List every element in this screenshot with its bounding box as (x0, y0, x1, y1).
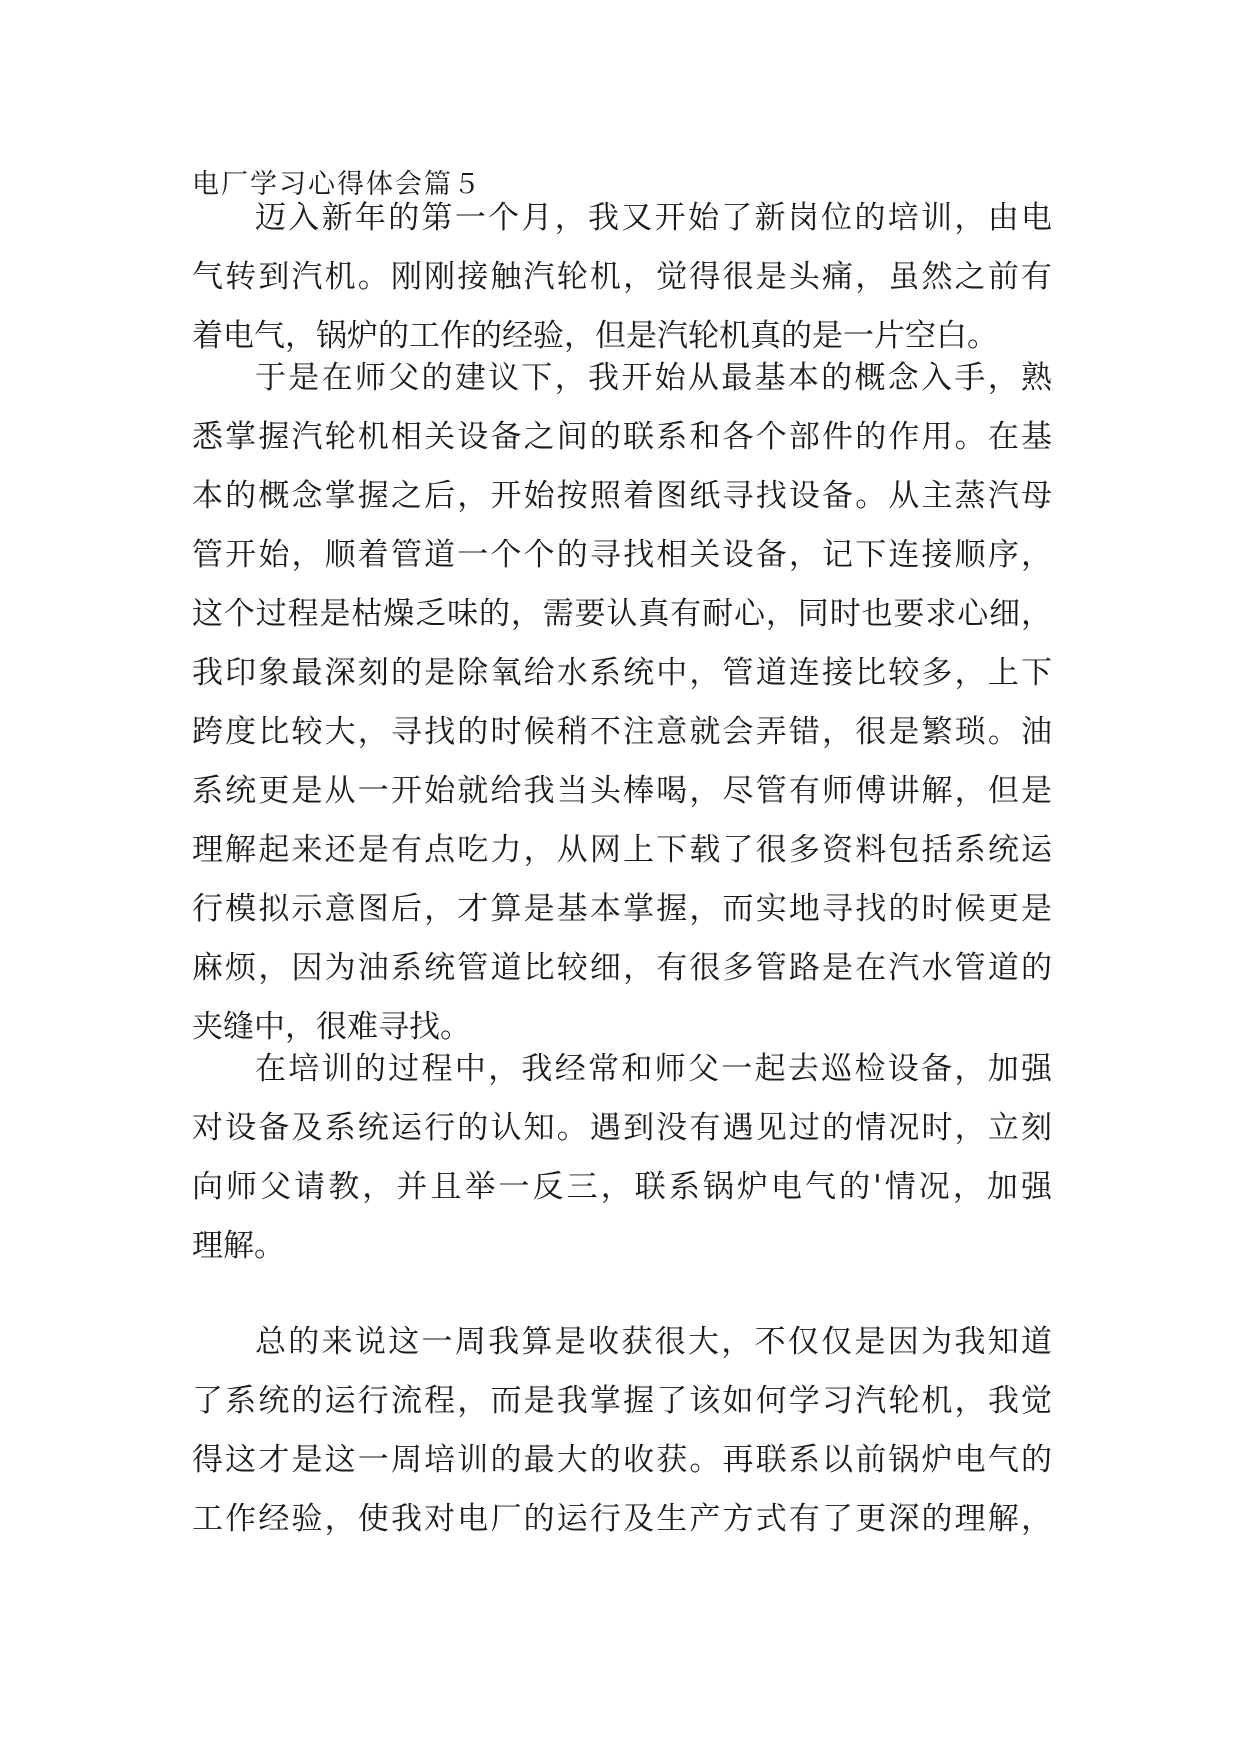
text-line: 系统更是从一开始就给我当头棒喝，尽管有师傅讲解，但是 (192, 773, 1052, 809)
text-line: 悉掌握汽轮机相关设备之间的联系和各个部件的作用。在基 (192, 419, 1052, 455)
paragraph-2 (192, 349, 1052, 1057)
text-line: 在培训的过程中，我经常和师父一起去巡检设备，加强 (255, 1051, 1052, 1087)
text-line: 理解起来还是有点吃力，从网上下载了很多资料包括系统运 (192, 832, 1052, 868)
text-line: 本的概念掌握之后，开始按照着图纸寻找设备。从主蒸汽母 (192, 478, 1052, 514)
text-line: 管开始，顺着管道一个个的寻找相关设备，记下连接顺序， (192, 537, 1052, 573)
text-line: 跨度比较大，寻找的时候稍不注意就会弄错，很是繁琐。油 (192, 714, 1052, 750)
text-line: 得这才是这一周培训的最大的收获。再联系以前锅炉电气的 (192, 1442, 1052, 1478)
text-line: 麻烦，因为油系统管道比较细，有很多管路是在汽水管道的 (192, 950, 1052, 986)
paragraph-4 (192, 1313, 1052, 1549)
text-line: 对设备及系统运行的认知。遇到没有遇见过的情况时，立刻 (192, 1110, 1052, 1146)
text-line: 工作经验，使我对电厂的运行及生产方式有了更深的理解， (192, 1501, 1052, 1537)
text-line: 行模拟示意图后，才算是基本掌握，而实地寻找的时候更是 (192, 891, 1052, 927)
text-line: 着电气，锅炉的工作的经验，但是汽轮机真的是一片空白。 (192, 318, 998, 354)
paragraph-1 (192, 189, 1052, 366)
text-line: 夹缝中，很难寻找。 (192, 1009, 471, 1045)
text-line: 于是在师父的建议下，我开始从最基本的概念入手，熟 (255, 360, 1052, 396)
text-line: 了系统的运行流程，而是我掌握了该如何学习汽轮机，我觉 (192, 1383, 1052, 1419)
paragraph-3 (192, 1040, 1052, 1276)
document-title: 电厂学习心得体会篇５ (192, 169, 482, 200)
text-line: 向师父请教，并且举一反三，联系锅炉电气的'情况，加强 (192, 1169, 1052, 1205)
text-line: 迈入新年的第一个月，我又开始了新岗位的培训，由电 (255, 200, 1052, 236)
text-line: 理解。 (192, 1228, 285, 1264)
text-line: 我印象最深刻的是除氧给水系统中，管道连接比较多，上下 (192, 655, 1052, 691)
text-line: 总的来说这一周我算是收获很大，不仅仅是因为我知道 (255, 1324, 1052, 1360)
text-line: 这个过程是枯燥乏味的，需要认真有耐心，同时也要求心细， (192, 596, 1052, 632)
text-line: 气转到汽机。刚刚接触汽轮机，觉得很是头痛，虽然之前有 (192, 259, 1052, 295)
